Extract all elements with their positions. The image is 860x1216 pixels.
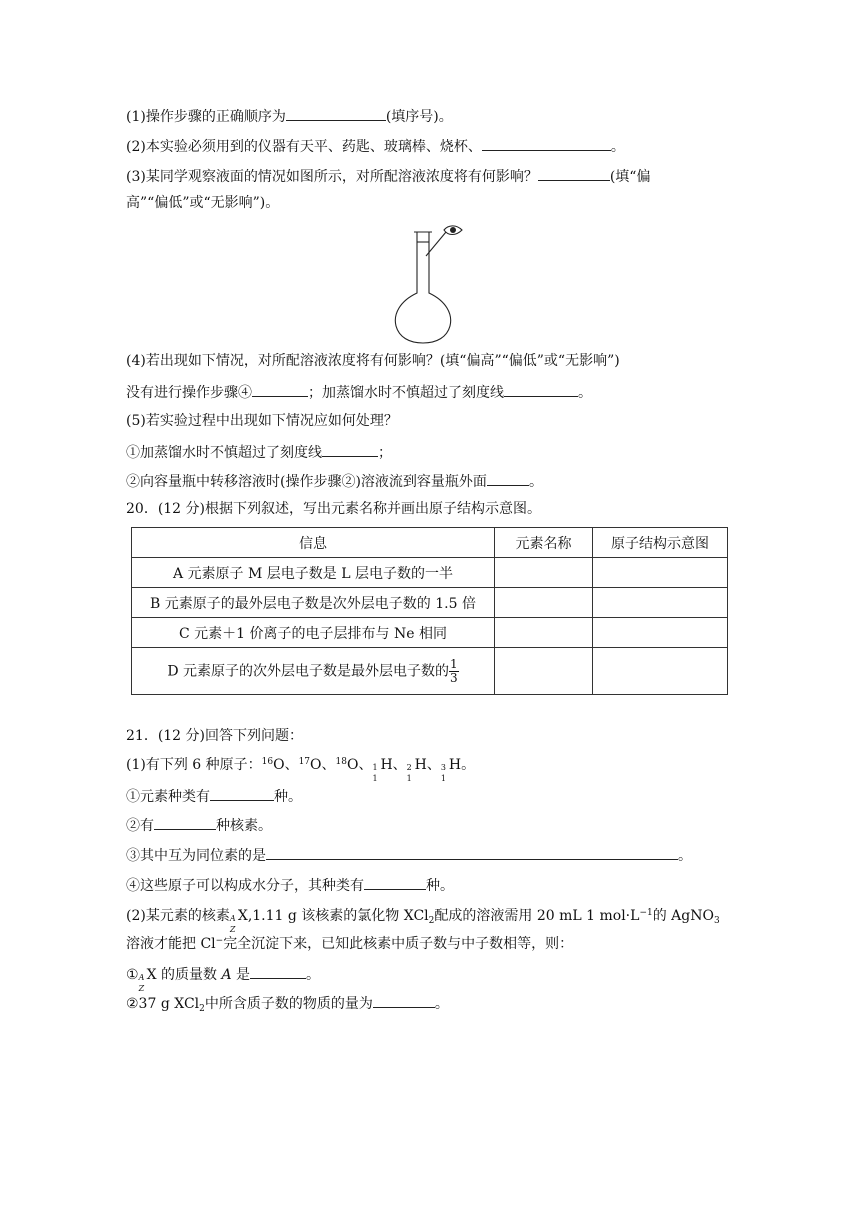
fraction-denominator: 3 bbox=[450, 670, 458, 685]
q21-q2-text: ②有 bbox=[126, 818, 154, 834]
symbol-h: H bbox=[414, 757, 427, 773]
q21-part1 bbox=[126, 756, 476, 783]
q19-part3-cont bbox=[126, 194, 279, 212]
separator: 、 bbox=[392, 757, 407, 773]
q21-q1-end: 种。 bbox=[274, 789, 302, 805]
q21-part1-text: (1)有下列 6 种原子： bbox=[126, 757, 262, 773]
q21-q3 bbox=[126, 845, 692, 865]
q21-part2 bbox=[126, 907, 720, 934]
subscript: 2 bbox=[199, 1004, 205, 1014]
table-row bbox=[132, 648, 728, 695]
row-d-info bbox=[132, 648, 495, 695]
fraction-one-third bbox=[449, 658, 459, 685]
atomic-number: 1 bbox=[440, 774, 446, 783]
q19-part5-item2 bbox=[126, 471, 543, 491]
q19-part4-text: (4)若出现如下情况，对所配溶液浓度将有何影响？(填“偏高”“偏低”或“无影响”) bbox=[126, 353, 620, 369]
period: 。 bbox=[578, 385, 592, 401]
symbol-o: O bbox=[310, 757, 322, 773]
q21-q4-end: 种。 bbox=[426, 878, 454, 894]
separator: 、 bbox=[426, 757, 441, 773]
q21-r1 bbox=[126, 964, 321, 993]
q19-part1-hint: (填序号)。 bbox=[385, 109, 453, 125]
q21-q2-end: 种核素。 bbox=[216, 818, 272, 834]
answer-cell-diagram[interactable] bbox=[593, 558, 728, 588]
atomic-number: 1 bbox=[372, 774, 378, 783]
period: 。 bbox=[461, 757, 476, 773]
q19-part5-item1-text: ①加蒸馏水时不慎超过了刻度线 bbox=[126, 445, 322, 461]
mass-number: 1 bbox=[372, 763, 378, 772]
answer-blank[interactable] bbox=[364, 875, 426, 890]
row-c-info: C 元素＋1 价离子的电子层排布与 Ne 相同 bbox=[132, 618, 495, 648]
q19-part3 bbox=[126, 166, 650, 186]
atomic-number: Z bbox=[138, 984, 145, 993]
answer-blank[interactable] bbox=[373, 993, 435, 1008]
q21-r2-text-b: 中所含质子数的物质的量为 bbox=[204, 996, 373, 1012]
answer-blank[interactable] bbox=[538, 166, 610, 181]
answer-cell-name[interactable] bbox=[495, 588, 593, 618]
q21-part2-text-d: 的 AgNO bbox=[652, 908, 714, 924]
flask-body bbox=[395, 232, 450, 343]
q21-q1-text: ①元素种类有 bbox=[126, 789, 210, 805]
q21-r2-text: ②37 g XCl bbox=[126, 996, 200, 1012]
mass-number: 16 bbox=[261, 757, 274, 767]
circled-number: ① bbox=[126, 967, 139, 983]
q19-part5-head bbox=[126, 412, 398, 430]
mass-number: 2 bbox=[406, 763, 412, 772]
q19-part1-text: (1)操作步骤的正确顺序为 bbox=[126, 109, 286, 125]
q19-part4-item-a: 没有进行操作步骤④ bbox=[126, 385, 252, 401]
answer-blank[interactable] bbox=[266, 845, 678, 860]
q21-r1-text-b: 是 bbox=[231, 967, 251, 983]
q21-title bbox=[126, 727, 303, 745]
table-row bbox=[132, 618, 728, 648]
q19-part5-item1 bbox=[126, 442, 392, 462]
symbol-h: H bbox=[380, 757, 393, 773]
q19-part4-items bbox=[126, 382, 592, 402]
row-b-info: B 元素原子的最外层电子数是次外层电子数的 1.5 倍 bbox=[132, 588, 495, 618]
q19-part4-head bbox=[126, 352, 620, 370]
atomic-number: Z bbox=[229, 925, 236, 934]
header-info: 信息 bbox=[132, 528, 495, 558]
answer-blank[interactable] bbox=[487, 471, 529, 486]
superscript: − bbox=[215, 936, 224, 946]
q19-part2 bbox=[126, 136, 625, 156]
q19-part5-text: (5)若实验过程中出现如下情况应如何处理？ bbox=[126, 413, 398, 429]
q20-title-text: 20．(12 分)根据下列叙述，写出元素名称并画出原子结构示意图。 bbox=[126, 501, 542, 517]
separator: 、 bbox=[358, 757, 373, 773]
answer-blank[interactable] bbox=[210, 786, 274, 801]
answer-blank[interactable] bbox=[482, 136, 611, 151]
row-a-info: A 元素原子 M 层电子数是 L 层电子数的一半 bbox=[132, 558, 495, 588]
q21-part2-text-b: ,1.11 g 该核素的氯化物 XCl bbox=[247, 908, 429, 924]
q19-part2-text: (2)本实验必须用到的仪器有天平、药匙、玻璃棒、烧杯、 bbox=[126, 139, 482, 155]
q19-part5-item2-text: ②向容量瓶中转移溶液时(操作步骤②)溶液流到容量瓶外面 bbox=[126, 474, 487, 490]
symbol-h: H bbox=[448, 757, 462, 773]
symbol-o: O bbox=[346, 757, 359, 773]
q21-part2-text: (2)某元素的核素 bbox=[126, 908, 230, 924]
q21-q3-text: ③其中互为同位素的是 bbox=[126, 848, 266, 864]
period: 。 bbox=[610, 139, 625, 155]
subscript: 3 bbox=[713, 916, 720, 926]
answer-cell-diagram[interactable] bbox=[593, 618, 728, 648]
fraction-numerator: 1 bbox=[450, 656, 458, 671]
superscript: −1 bbox=[639, 908, 653, 918]
semicolon: ； bbox=[378, 445, 392, 461]
symbol-o: O bbox=[273, 757, 285, 773]
answer-blank[interactable] bbox=[322, 442, 378, 457]
answer-cell-name[interactable] bbox=[495, 618, 593, 648]
subscript: 2 bbox=[428, 916, 435, 926]
header-element-name: 元素名称 bbox=[495, 528, 593, 558]
variable-a: A bbox=[221, 967, 232, 983]
q21-part2-text-f: 完全沉淀下来，已知此核素中质子数与中子数相等，则： bbox=[223, 936, 574, 952]
answer-blank[interactable] bbox=[252, 382, 308, 397]
table-row bbox=[132, 588, 728, 618]
answer-blank[interactable] bbox=[250, 964, 306, 979]
q21-q2 bbox=[126, 815, 272, 835]
table-row bbox=[132, 558, 728, 588]
q19-part3-hint: (填“偏 bbox=[609, 169, 651, 185]
q19-part3-text: (3)某同学观察液面的情况如图所示，对所配溶液浓度将有何影响？ bbox=[126, 169, 538, 185]
period: 。 bbox=[528, 474, 543, 490]
q21-title-text: 21．(12 分)回答下列问题： bbox=[126, 728, 304, 744]
answer-cell-diagram[interactable] bbox=[593, 588, 728, 618]
volumetric-flask-figure bbox=[392, 222, 472, 344]
q20-title bbox=[126, 500, 541, 518]
q21-part2-text-e: 溶液才能把 Cl bbox=[126, 936, 216, 952]
atomic-number: 1 bbox=[406, 774, 412, 783]
q21-q4 bbox=[126, 875, 454, 895]
q19-part4-item-b: ；加蒸馏水时不慎超过了刻度线 bbox=[308, 385, 504, 401]
q21-q4-text: ④这些原子可以构成水分子，其种类有 bbox=[126, 878, 364, 894]
eye-pupil bbox=[450, 227, 456, 233]
mass-number: 3 bbox=[440, 763, 446, 772]
q21-part2-cont bbox=[126, 935, 573, 953]
answer-blank[interactable] bbox=[504, 382, 578, 397]
period: 。 bbox=[678, 848, 692, 864]
q21-q1 bbox=[126, 786, 302, 806]
header-structure-diagram: 原子结构示意图 bbox=[593, 528, 728, 558]
answer-cell-name[interactable] bbox=[495, 648, 593, 695]
mass-number: 17 bbox=[298, 757, 311, 767]
period: 。 bbox=[306, 967, 321, 983]
q21-r1-text: X 的质量数 bbox=[146, 967, 222, 983]
answer-blank[interactable] bbox=[154, 815, 216, 830]
element-info-table bbox=[131, 527, 728, 695]
separator: 、 bbox=[321, 757, 336, 773]
q19-part1 bbox=[126, 106, 453, 126]
answer-cell-diagram[interactable] bbox=[593, 648, 728, 695]
q21-r2 bbox=[126, 993, 449, 1013]
q21-part2-text-c: 配成的溶液需用 20 mL 1 mol·L bbox=[434, 908, 640, 924]
answer-blank[interactable] bbox=[286, 106, 386, 121]
symbol-x: X bbox=[237, 908, 248, 924]
mass-number: A bbox=[229, 914, 236, 923]
mass-number: A bbox=[138, 973, 145, 982]
q19-part3-hint-cont: 高”“偏低”或“无影响”)。 bbox=[126, 195, 280, 211]
table-header-row bbox=[132, 528, 728, 558]
period: 。 bbox=[434, 996, 449, 1012]
separator: 、 bbox=[284, 757, 299, 773]
mass-number: 18 bbox=[335, 757, 347, 767]
answer-cell-name[interactable] bbox=[495, 558, 593, 588]
row-d-text: D 元素原子的次外层电子数是最外层电子数的 bbox=[167, 663, 450, 679]
